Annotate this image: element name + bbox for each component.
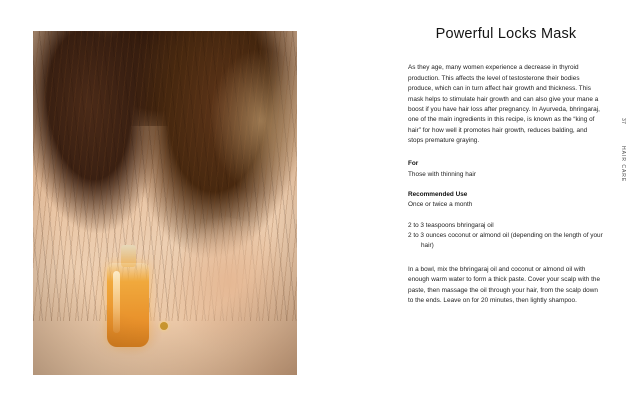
page-title: Powerful Locks Mask: [435, 26, 577, 42]
recipe-intro: As they age, many women experience a decrease in thyroid production. This affects the level of testosterone their bodies produce, which can in turn affect hair growth and thickness. This mask helps to stimulate hair growth and can also give your mane a boost if you have hair loss after pregnancy. In Ayurveda, bhringaraj, one of the main ingredients in this recipe, is known as the “king of hair” for how well it promotes hair growth, reduces balding, and stops premature graying.: [408, 64, 600, 145]
recommended-use-heading: Recommended Use: [408, 191, 468, 199]
directions-text: In a bowl, mix the bhringaraj oil and coconut or almond oil with enough warm water to form a thick paste. Cover your scalp with the paste, then massage the oil through your hair, from the scalp down to the ends. Leave on for 20 minutes, then lightly shampoo.: [408, 265, 601, 304]
for-heading: For: [408, 160, 419, 168]
list-item: 2 to 3 teaspoons bhringaraj oil: [408, 221, 494, 229]
page-number: 37: [620, 118, 626, 125]
recipe-content: [408, 26, 604, 306]
chapter-label: HAIR CARE: [620, 146, 626, 183]
recommended-use-text: Once or twice a month: [408, 201, 473, 209]
photo-vignette: [33, 31, 297, 375]
for-text: Those with thinning hair: [408, 170, 476, 178]
list-item: 2 to 3 ounces coconut or almond oil (depending on the length of your hair): [408, 232, 603, 250]
ingredient-list: [408, 221, 604, 252]
recipe-photo: [33, 31, 297, 375]
